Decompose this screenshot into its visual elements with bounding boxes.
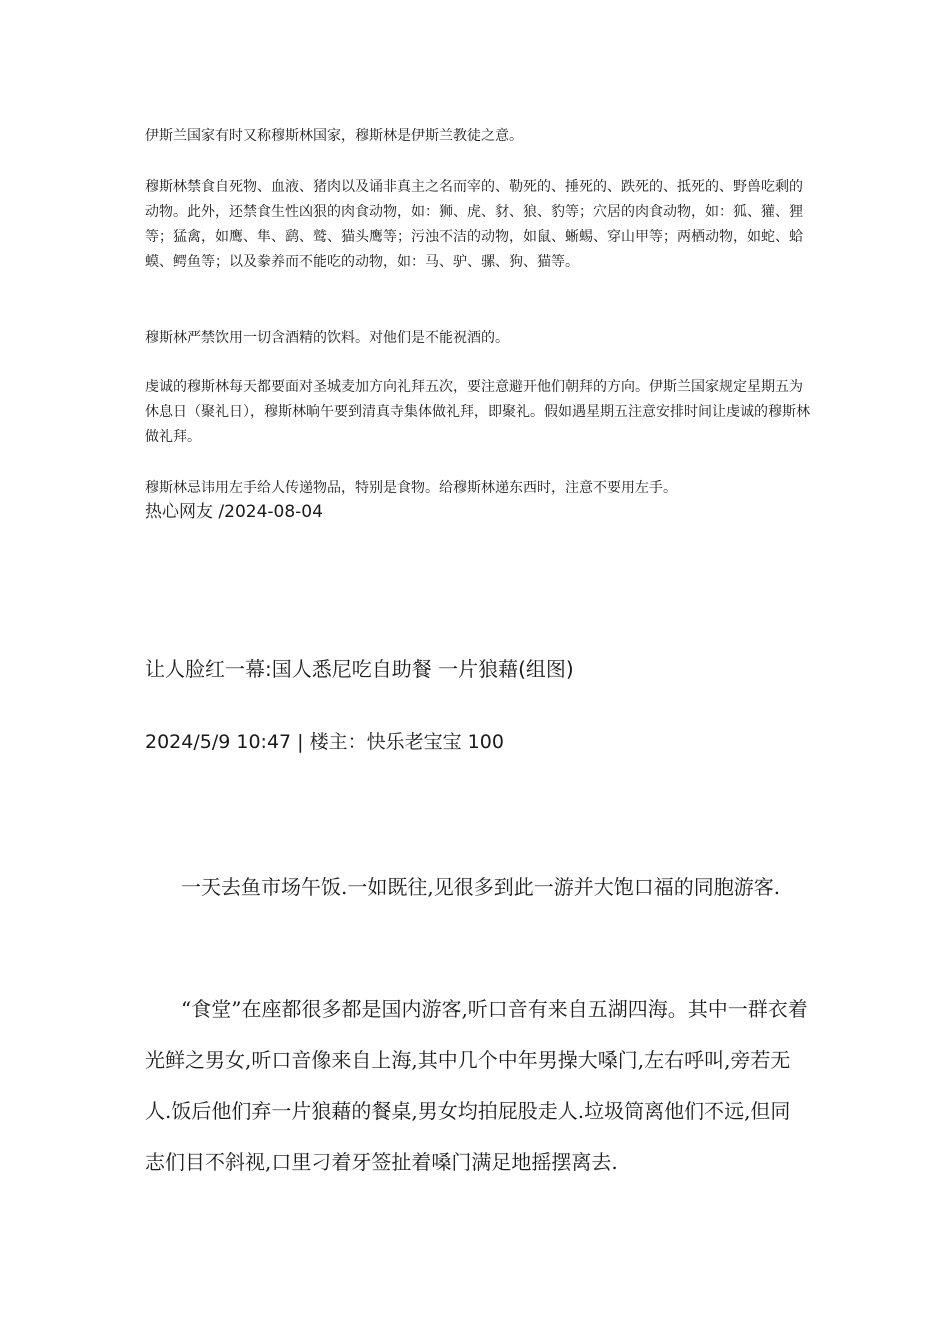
article-meta: 2024/5/9 10:47 | 楼主：快乐老宝宝 100 — [145, 731, 504, 753]
paragraph-intro: 伊斯兰国家有时又称穆斯林国家，穆斯林是伊斯兰教徒之意。 — [145, 128, 523, 144]
paragraph-food-taboos: 穆斯林禁食自死物、血液、猪肉以及诵非真主之名而宰的、勒死的、捶死的、跌死的、抵死的、野兽吃剩的动物。此外，还禁食生性凶狠的肉食动物，如：狮、虎、豺、狼、豹等；穴居的肉食动物，如：狐、獾、狸等；猛禽，如鹰、隼、鹞、鹫、猫头鹰等；污浊不洁的动物，如鼠、蜥蜴、穿山甲等；两栖动物，如蛇、蛤蟆、鳄鱼等；以及豢养而不能吃的动物，如：马、驴、骡、狗、猫等。 — [145, 179, 803, 270]
article-title: 让人脸红一幕:国人悉尼吃自助餐 一片狼藉(组图) — [145, 657, 574, 681]
paragraph-prayer: 虔诚的穆斯林每天都要面对圣城麦加方向礼拜五次，要注意避开他们朝拜的方向。伊斯兰国家规定星期五为休息日（聚礼日），穆斯林晌午要到清真寺集体做礼拜，即聚礼。假如遇星期五注意安排时间让虔诚的穆斯林做礼拜。 — [145, 379, 810, 445]
article-paragraph-2-text: “食堂”在座都很多都是国内游客,听口音有来自五湖四海。其中一群衣着光鲜之男女,听口音像来自上海,其中几个中年男操大嗓门,左右呼叫,旁若无人.饭后他们弃一片狼藉的餐桌,男女均拍屁股走人.垃圾筒离他们不远,但同志们目不斜视,口里刁着牙签扯着嗓门满足地摇摆离去. — [145, 997, 808, 1174]
article-paragraph-1-text: 一天去鱼市场午饭.一如既往,见很多到此一游并大饱口福的同胞游客. — [181, 875, 781, 899]
article-paragraph-1 — [145, 862, 810, 913]
signature-line: 热心网友 /2024-08-04 — [145, 502, 323, 522]
paragraph-alcohol: 穆斯林严禁饮用一切含酒精的饮料。对他们是不能祝酒的。 — [145, 330, 509, 346]
article-paragraph-2 — [145, 984, 810, 1188]
paragraph-left-hand: 穆斯林忌讳用左手给人传递物品，特别是食物。给穆斯林递东西时，注意不要用左手。 — [145, 480, 677, 496]
